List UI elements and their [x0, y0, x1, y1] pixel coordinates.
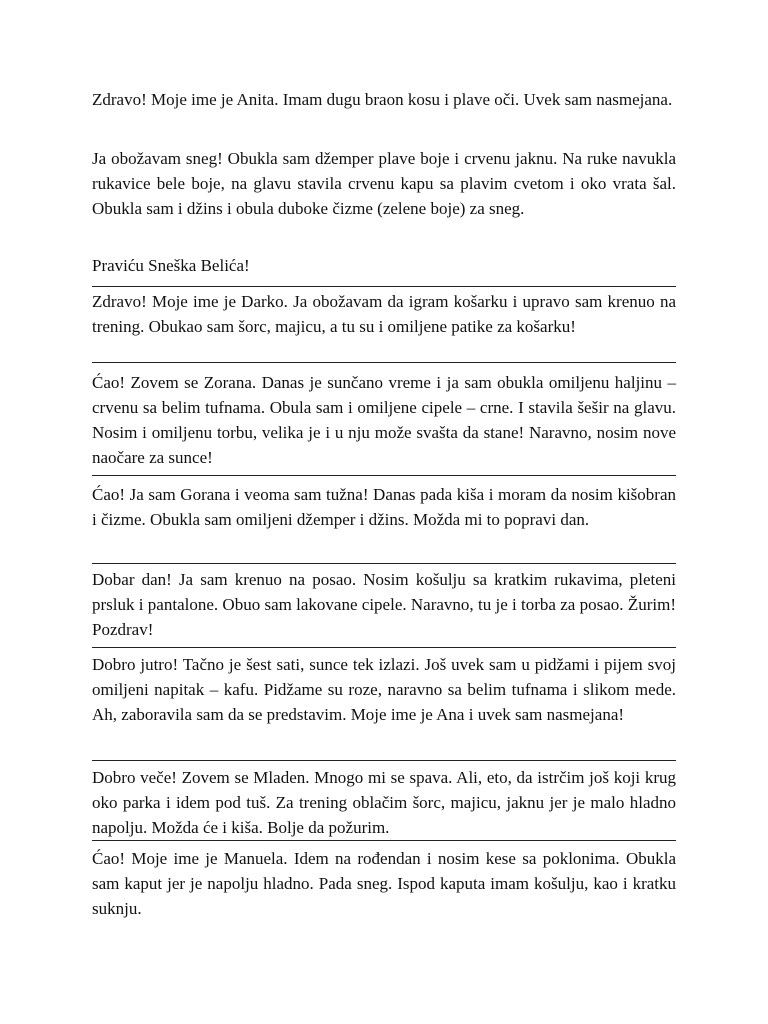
section-posao: Dobar dan! Ja sam krenuo na posao. Nosim košulju sa kratkim rukavima, pleteni prsluk i pantalone. Obuo sam lakovane cipele. Naravno, tu je i torba za posao. Žurim! Pozdrav! — [92, 570, 676, 639]
section-ana: Dobro jutro! Tačno je šest sati, sunce tek izlazi. Još uvek sam u pidžami i pijem svoj omiljeni napitak – kafu. Pidžame su roze, naravno sa belim tufnama i slikom mede. Ah, zaboravila sam da se predstavim. Moje ime je Ana i uvek sam nasmejana! — [92, 655, 676, 724]
section-divider — [92, 840, 676, 841]
intro-paragraph-3: Praviću Sneška Belića! — [92, 256, 250, 275]
section-zorana: Ćao! Zovem se Zorana. Danas je sunčano vreme i ja sam obukla omiljenu haljinu – crvenu sa belim tufnama. Obula sam i omiljene cipele – crne. I stavila šešir na glavu. Nosim i omiljenu torbu, velika je i u nju može svašta da stane! Naravno, nosim nove naočare za sunce! — [92, 373, 676, 467]
intro-paragraph-2: Ja obožavam sneg! Obukla sam džemper plave boje i crvenu jaknu. Na ruke navukla rukavice bele boje, na glavu stavila crvenu kapu sa plavim cvetom i oko vrata šal. Obukla sam i džins i obula duboke čizme (zelene boje) za sneg. — [92, 149, 676, 218]
section-manuela: Ćao! Moje ime je Manuela. Idem na rođendan i nosim kese sa poklonima. Obukla sam kaput jer je napolju hladno. Pada sneg. Ispod kaputa imam košulju, kao i kratku suknju. — [92, 849, 676, 918]
intro-paragraph-1: Zdravo! Moje ime je Anita. Imam dugu braon kosu i plave oči. Uvek sam nasmejana. — [92, 90, 673, 109]
section-divider — [92, 286, 676, 287]
section-divider — [92, 475, 676, 476]
section-divider — [92, 760, 676, 761]
section-divider — [92, 563, 676, 564]
section-darko: Zdravo! Moje ime je Darko. Ja obožavam da igram košarku i upravo sam krenuo na trening. Obukao sam šorc, majicu, a tu su i omiljene patike za košarku! — [92, 292, 676, 336]
section-mladen: Dobro veče! Zovem se Mladen. Mnogo mi se spava. Ali, eto, da istrčim još koji krug oko parka i idem pod tuš. Za trening oblačim šorc, majicu, jaknu jer je malo hladno napolju. Možda će i kiša. Bolje da požurim. — [92, 768, 676, 837]
section-divider — [92, 647, 676, 648]
section-gorana: Ćao! Ja sam Gorana i veoma sam tužna! Danas pada kiša i moram da nosim kišobran i čizme. Obukla sam omiljeni džemper i džins. Možda mi to popravi dan. — [92, 485, 676, 529]
section-divider — [92, 362, 676, 363]
